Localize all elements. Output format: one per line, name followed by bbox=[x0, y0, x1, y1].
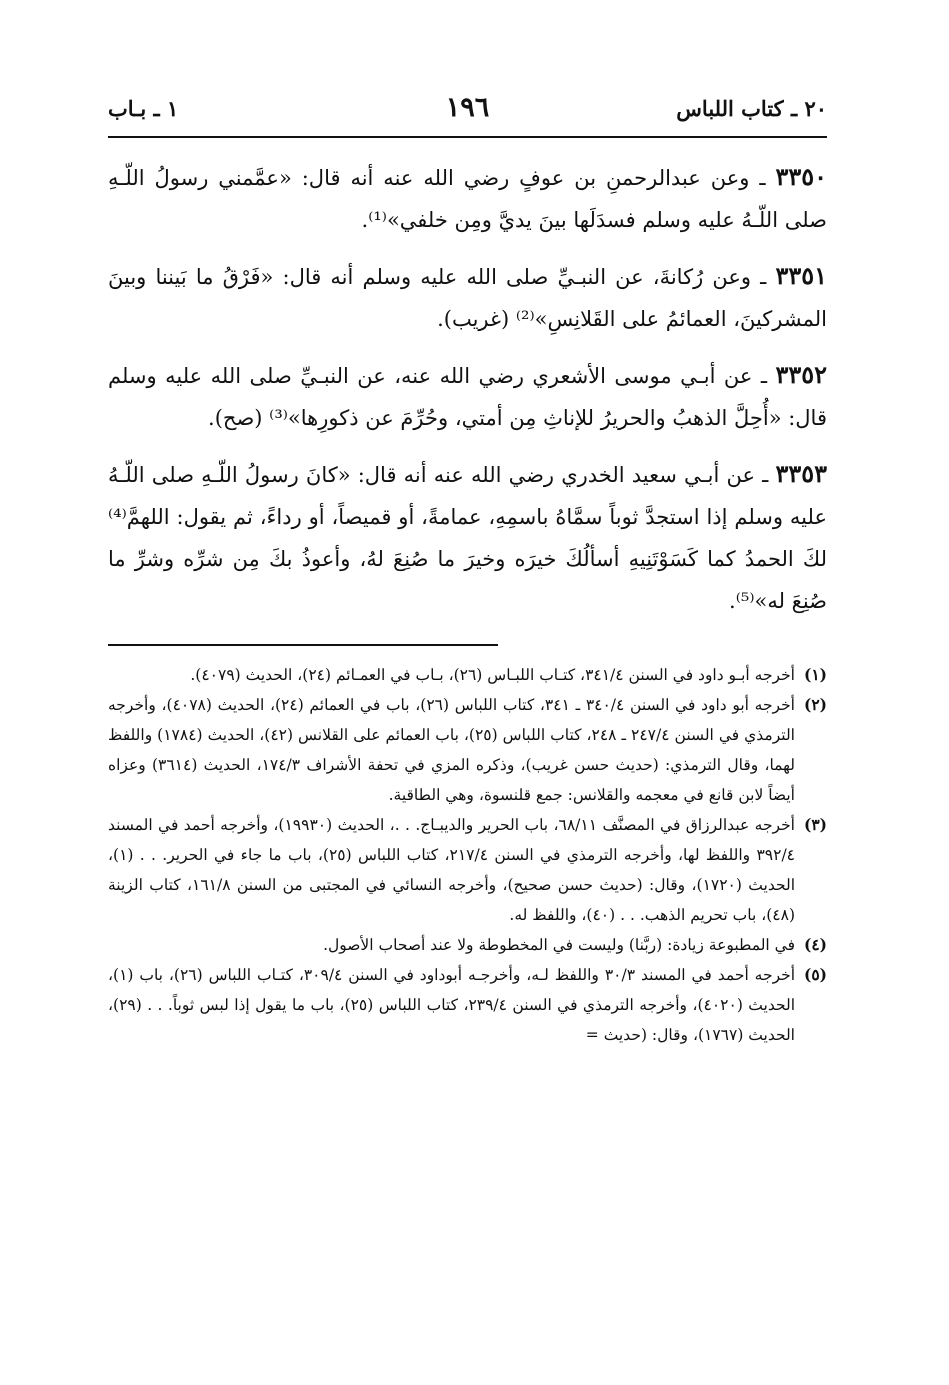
hadith-text: ـ وعن عبدالرحمنِ بن عوفٍ رضي الله عنه أنه قال: «عمَّمني رسولُ اللّـهِ صلى اللّـهُ عليه وسلم فسدَلَها بينَ يديَّ ومِن خلفي»⁽¹⁾. bbox=[108, 166, 827, 232]
footnote-number: (٣) bbox=[803, 815, 827, 834]
footnote-number: (١) bbox=[803, 665, 827, 684]
hadith-entry bbox=[108, 255, 827, 340]
hadith-text: ـ عن أبـي موسى الأشعري رضي الله عنه، عن النبـيِّ صلى الله عليه وسلم قال: «أُحِلَّ الذهبُ والحريرُ للإناثِ مِن أمتي، وحُرِّمَ عن ذكورِها»⁽³⁾ (صح). bbox=[108, 364, 827, 430]
footnote bbox=[108, 930, 827, 960]
footnote bbox=[108, 810, 827, 930]
footnote bbox=[108, 960, 827, 1050]
hadith-entry bbox=[108, 453, 827, 622]
hadith-number: ٣٣٥١ bbox=[775, 261, 827, 290]
chapter-title: ٢٠ ـ كتاب اللباس bbox=[676, 96, 827, 121]
section-title: ١ ـ بـاب bbox=[108, 96, 179, 121]
footnote bbox=[108, 660, 827, 690]
footnote-text: أخرجه عبدالرزاق في المصنَّف ٦٨/١١، باب الحرير والديبـاج. . .، الحديث (١٩٩٣٠)، وأخرجه أحمد في المسند ٣٩٢/٤ واللفظ لها، وأخرجه الترمذي في السنن ٢١٧/٤، كتاب اللباس (٢٥)، باب ما جاء في الحرير. . . (١)، الحديث (١٧٢٠)، وقال: (حديث حسن صحيح)، وأخرجه النسائي في المجتبى من السنن ١٦١/٨، كتاب الزينة (٤٨)، باب تحريم الذهب. . . (٤٠)، واللفظ له. bbox=[108, 816, 795, 924]
hadith-number: ٣٣٥٠ bbox=[775, 162, 827, 191]
footnote-text: أخرجه أحمد في المسند ٣٠/٣ واللفظ لـه، وأخرجـه أبوداود في السنن ٣٠٩/٤، كتـاب اللباس (٢٦)، باب (١)، الحديث (٤٠٢٠)، وأخرجه الترمذي في السنن ٢٣٩/٤، كتاب اللباس (٢٥)، باب ما يقول إذا لبس ثوباً. . . (٢٩)، الحديث (١٧٦٧)، وقال: (حديث = bbox=[108, 966, 796, 1044]
footnote-number: (٤) bbox=[803, 935, 827, 954]
footnote-text: أخرجه أبـو داود في السنن ٣٤١/٤، كتـاب اللبـاس (٢٦)، بـاب في العمـائم (٢٤)، الحديث (٤٠٧٩). bbox=[190, 666, 795, 684]
hadith-text: ـ وعن رُكانةَ، عن النبـيِّ صلى الله عليه وسلم أنه قال: «فَرْقُ ما بَيننا وبينَ المشركينَ، العمائمُ على القَلانِسِ»⁽²⁾ (غريب). bbox=[108, 265, 827, 331]
hadith-text: ـ عن أبـي سعيد الخدري رضي الله عنه أنه قال: «كانَ رسولُ اللّـهِ صلى اللّـهُ عليه وسلم إذا استجدَّ ثوباً سمَّاهُ باسمِهِ، عمامةً، أو قميصاً، أو رداءً، ثم يقول: اللهمَّ⁽⁴⁾ لكَ الحمدُ كما كَسَوْتَنِيهِ أسألُكَ خيرَه وخيرَ ما صُنِعَ لهُ، وأعوذُ بكَ مِن شرِّه وشرِّ ما صُنِعَ له»⁽⁵⁾. bbox=[108, 463, 827, 613]
page-number: ١٩٦ bbox=[445, 92, 490, 123]
footnote-text: أخرجه أبو داود في السنن ٣٤٠/٤ ـ ٣٤١، كتاب اللباس (٢٦)، باب في العمائم (٢٤)، الحديث (٤٠٧٨)، وأخرجه الترمذي في السنن ٢٤٧/٤ ـ ٢٤٨، كتاب اللباس (٢٥)، باب العمائم على القلانس (٤٢)، الحديث (١٧٨٤) واللفظ لهما، وقال الترمذي: (حديث حسن غريب)، وذكره المزي في تحفة الأشراف ١٧٤/٣، الحديث (٣٦١٤) وعزاه أيضاً لابن قانع في معجمه والقلانس: جمع قلنسوة، وهي الطاقية. bbox=[108, 696, 796, 804]
hadith-number: ٣٣٥٣ bbox=[775, 459, 827, 488]
footnote-number: (٢) bbox=[803, 695, 827, 714]
hadith-entry bbox=[108, 156, 827, 241]
footnote-text: في المطبوعة زيادة: (ربَّنا) وليست في المخطوطة ولا عند أصحاب الأصول. bbox=[323, 936, 795, 954]
running-header bbox=[108, 88, 827, 138]
footnotes bbox=[108, 660, 827, 1050]
footnote-divider bbox=[108, 644, 498, 646]
footnote bbox=[108, 690, 827, 810]
footnote-number: (٥) bbox=[803, 965, 827, 984]
hadith-entry bbox=[108, 354, 827, 439]
hadith-number: ٣٣٥٢ bbox=[775, 360, 827, 389]
